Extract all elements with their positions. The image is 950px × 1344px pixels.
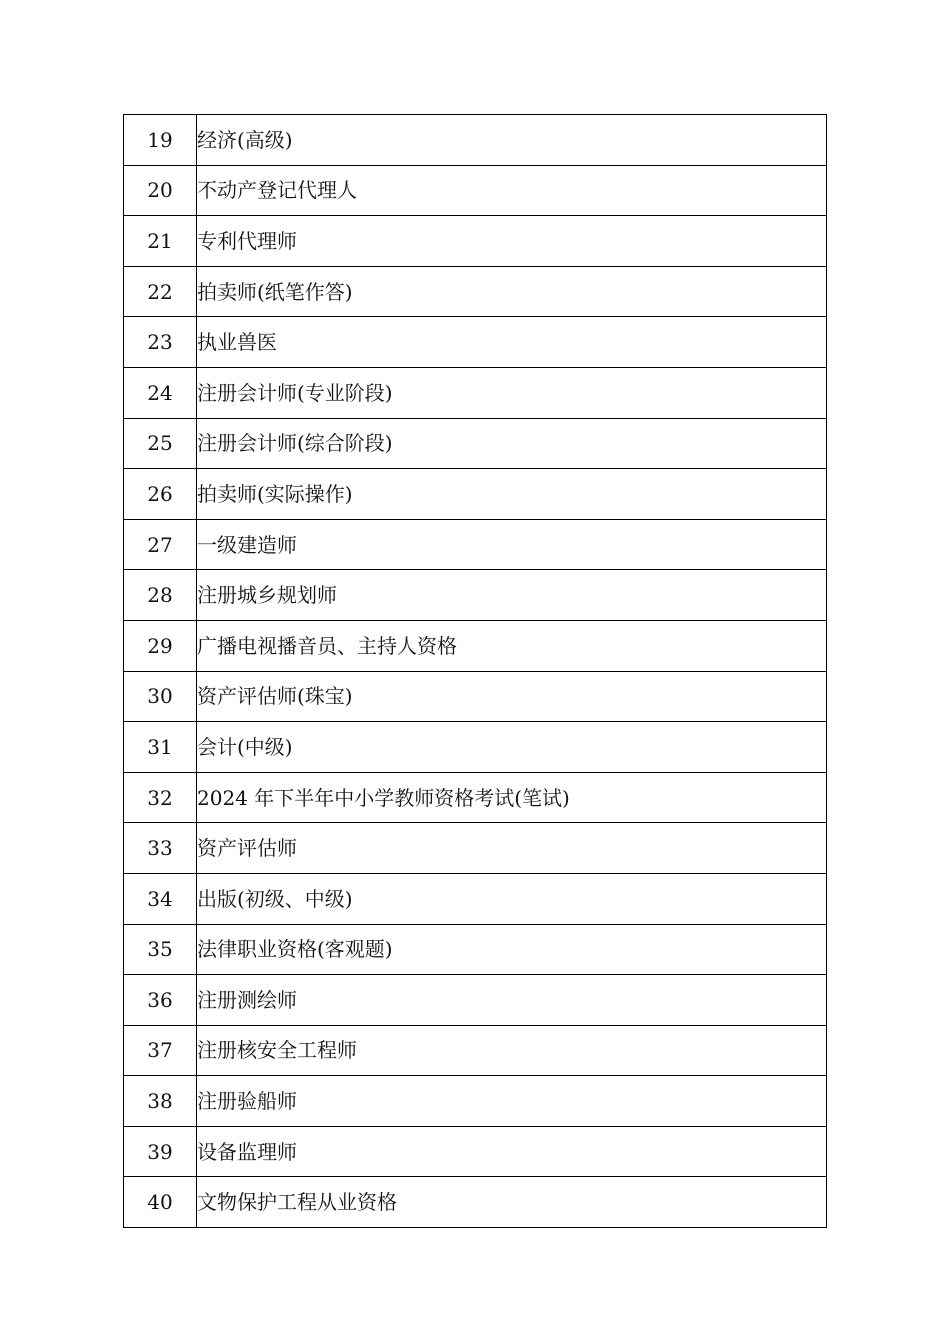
- row-number: 25: [124, 418, 197, 469]
- row-number: 31: [124, 722, 197, 773]
- exam-name: 拍卖师(纸笔作答): [197, 266, 827, 317]
- exam-name: 经济(高级): [197, 115, 827, 166]
- table-row: [124, 266, 827, 317]
- table-row: [124, 519, 827, 570]
- table-row: [124, 418, 827, 469]
- exam-name: 注册城乡规划师: [197, 570, 827, 621]
- table-row: [124, 975, 827, 1026]
- table-row: [124, 367, 827, 418]
- row-number: 37: [124, 1025, 197, 1076]
- row-number: 21: [124, 216, 197, 267]
- table-row: [124, 722, 827, 773]
- exam-name: 注册会计师(综合阶段): [197, 418, 827, 469]
- table-row: [124, 620, 827, 671]
- exam-name: 出版(初级、中级): [197, 873, 827, 924]
- exam-name: 设备监理师: [197, 1126, 827, 1177]
- exam-name: 注册测绘师: [197, 975, 827, 1026]
- row-number: 22: [124, 266, 197, 317]
- exam-list-table: [123, 114, 827, 1228]
- table-row: [124, 1177, 827, 1228]
- row-number: 32: [124, 772, 197, 823]
- exam-name: 资产评估师: [197, 823, 827, 874]
- table-row: [124, 115, 827, 166]
- exam-name: 会计(中级): [197, 722, 827, 773]
- exam-name: 拍卖师(实际操作): [197, 469, 827, 520]
- row-number: 35: [124, 924, 197, 975]
- row-number: 24: [124, 367, 197, 418]
- row-number: 39: [124, 1126, 197, 1177]
- table-row: [124, 823, 827, 874]
- table-row: [124, 873, 827, 924]
- row-number: 19: [124, 115, 197, 166]
- row-number: 30: [124, 671, 197, 722]
- exam-name: 注册会计师(专业阶段): [197, 367, 827, 418]
- table-row: [124, 772, 827, 823]
- row-number: 38: [124, 1076, 197, 1127]
- table-row: [124, 165, 827, 216]
- table-row: [124, 570, 827, 621]
- exam-name: 注册核安全工程师: [197, 1025, 827, 1076]
- exam-name: 广播电视播音员、主持人资格: [197, 620, 827, 671]
- table-row: [124, 1025, 827, 1076]
- exam-name: 2024 年下半年中小学教师资格考试(笔试): [197, 772, 827, 823]
- row-number: 33: [124, 823, 197, 874]
- exam-name: 法律职业资格(客观题): [197, 924, 827, 975]
- row-number: 40: [124, 1177, 197, 1228]
- row-number: 34: [124, 873, 197, 924]
- row-number: 26: [124, 469, 197, 520]
- row-number: 28: [124, 570, 197, 621]
- exam-name: 文物保护工程从业资格: [197, 1177, 827, 1228]
- table-row: [124, 1076, 827, 1127]
- exam-name: 一级建造师: [197, 519, 827, 570]
- exam-name: 专利代理师: [197, 216, 827, 267]
- row-number: 27: [124, 519, 197, 570]
- table-row: [124, 671, 827, 722]
- table-row: [124, 1126, 827, 1177]
- exam-name: 注册验船师: [197, 1076, 827, 1127]
- exam-list-body: [124, 115, 827, 1228]
- exam-name: 执业兽医: [197, 317, 827, 368]
- exam-name: 资产评估师(珠宝): [197, 671, 827, 722]
- table-row: [124, 469, 827, 520]
- table-row: [124, 216, 827, 267]
- row-number: 36: [124, 975, 197, 1026]
- row-number: 29: [124, 620, 197, 671]
- table-row: [124, 317, 827, 368]
- row-number: 20: [124, 165, 197, 216]
- exam-name: 不动产登记代理人: [197, 165, 827, 216]
- table-row: [124, 924, 827, 975]
- row-number: 23: [124, 317, 197, 368]
